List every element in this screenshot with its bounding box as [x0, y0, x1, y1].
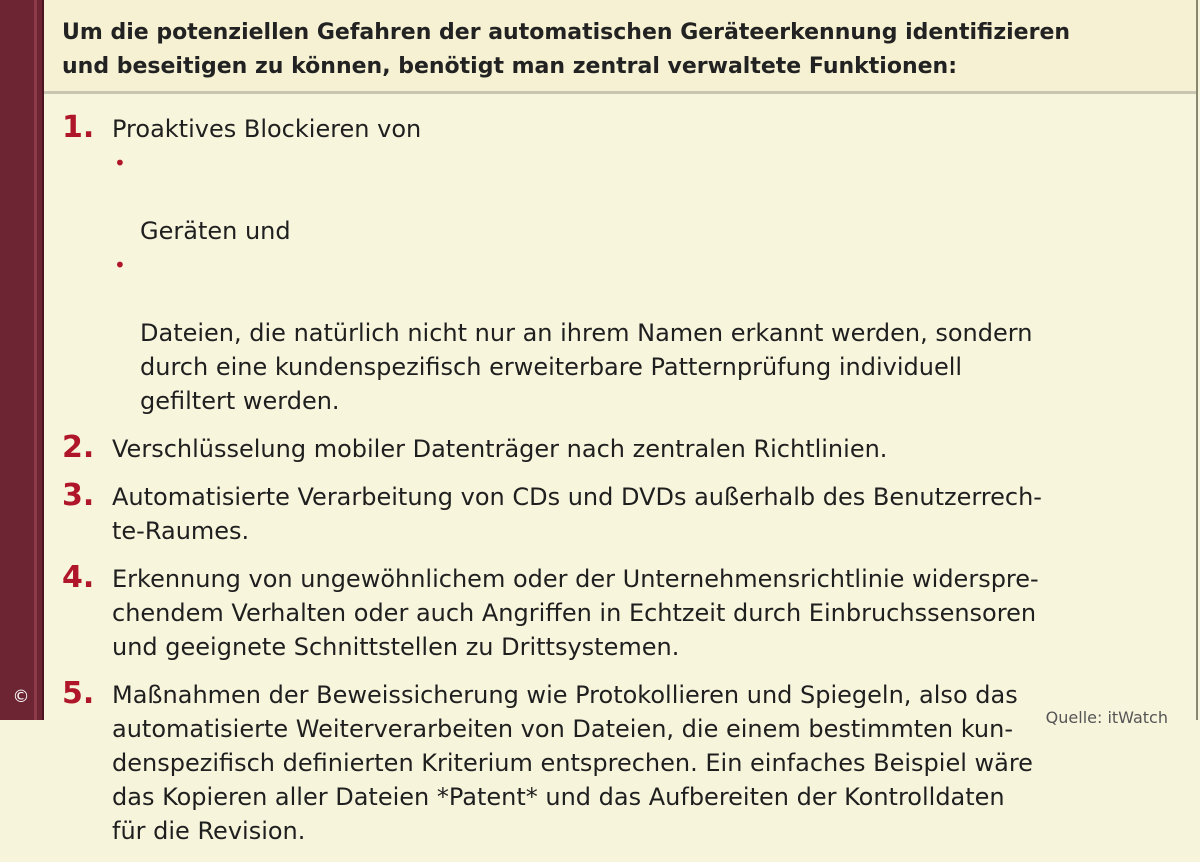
bullet-item — [112, 146, 1180, 248]
list-item-4 — [44, 562, 1196, 664]
item-number: 2. — [62, 430, 95, 465]
item-text: Maßnahmen der Beweissicherung wie Protokollieren und Spiegeln, also das automatisierte Weiterverarbeiten von Dateien, die einem bestimmten kun- denspezifisch definierten Kriterium entsprechen. Ein einfaches Beispiel wäre das Kopieren aller Dateien *Patent* und das Aufbereiten der Kontrolldaten für die Revision. — [112, 681, 1033, 845]
item-text: Proaktives Blockieren von — [112, 115, 422, 143]
copyright-icon: © — [12, 687, 30, 707]
item-text: Automatisierte Verarbeitung von CDs und DVDs außerhalb des Benutzerrech- te-Raumes. — [112, 483, 1042, 545]
item-number: 4. — [62, 560, 95, 595]
item-number: 5. — [62, 676, 95, 711]
list-item-5 — [44, 678, 1196, 848]
header-text: Um die potenziellen Gefahren der automatischen Geräteerkennung identifizieren und beseitigen zu können, benötigt man zentral verwaltete Funktionen: — [62, 20, 1071, 79]
bullet-text: Dateien, die natürlich nicht nur an ihrem Namen erkannt werden, sondern durch eine kundenspezifisch erweiterbare Patternprüfung individuell gefiltert werden. — [140, 319, 1033, 415]
list-item-2 — [44, 432, 1196, 466]
item-number: 3. — [62, 478, 95, 513]
bullet-text: Geräten und — [140, 217, 291, 245]
numbered-list — [44, 112, 1196, 862]
info-box — [44, 0, 1198, 845]
bullet-dot-icon: • — [114, 151, 126, 175]
item-text: Verschlüsselung mobiler Datenträger nach zentralen Richtlinien. — [112, 435, 888, 463]
item-number: 1. — [62, 110, 95, 145]
list-item-1 — [44, 112, 1196, 418]
bullet-dot-icon: • — [114, 253, 126, 277]
left-sidebar-bar — [0, 0, 44, 720]
sidebar-accent-line — [34, 0, 37, 720]
list-item-3 — [44, 480, 1196, 548]
bullet-list — [112, 146, 1196, 418]
item-text: Erkennung von ungewöhnlichem oder der Unternehmensrichtlinie widerspre- chendem Verhalten oder auch Angriffen in Echtzeit durch Einbruchssensoren und geeignete Schnittstellen zu Drittsystemen. — [112, 565, 1039, 661]
box-header — [44, 0, 1196, 94]
source-credit: Quelle: itWatch — [1045, 708, 1168, 727]
bullet-item — [112, 248, 1180, 418]
